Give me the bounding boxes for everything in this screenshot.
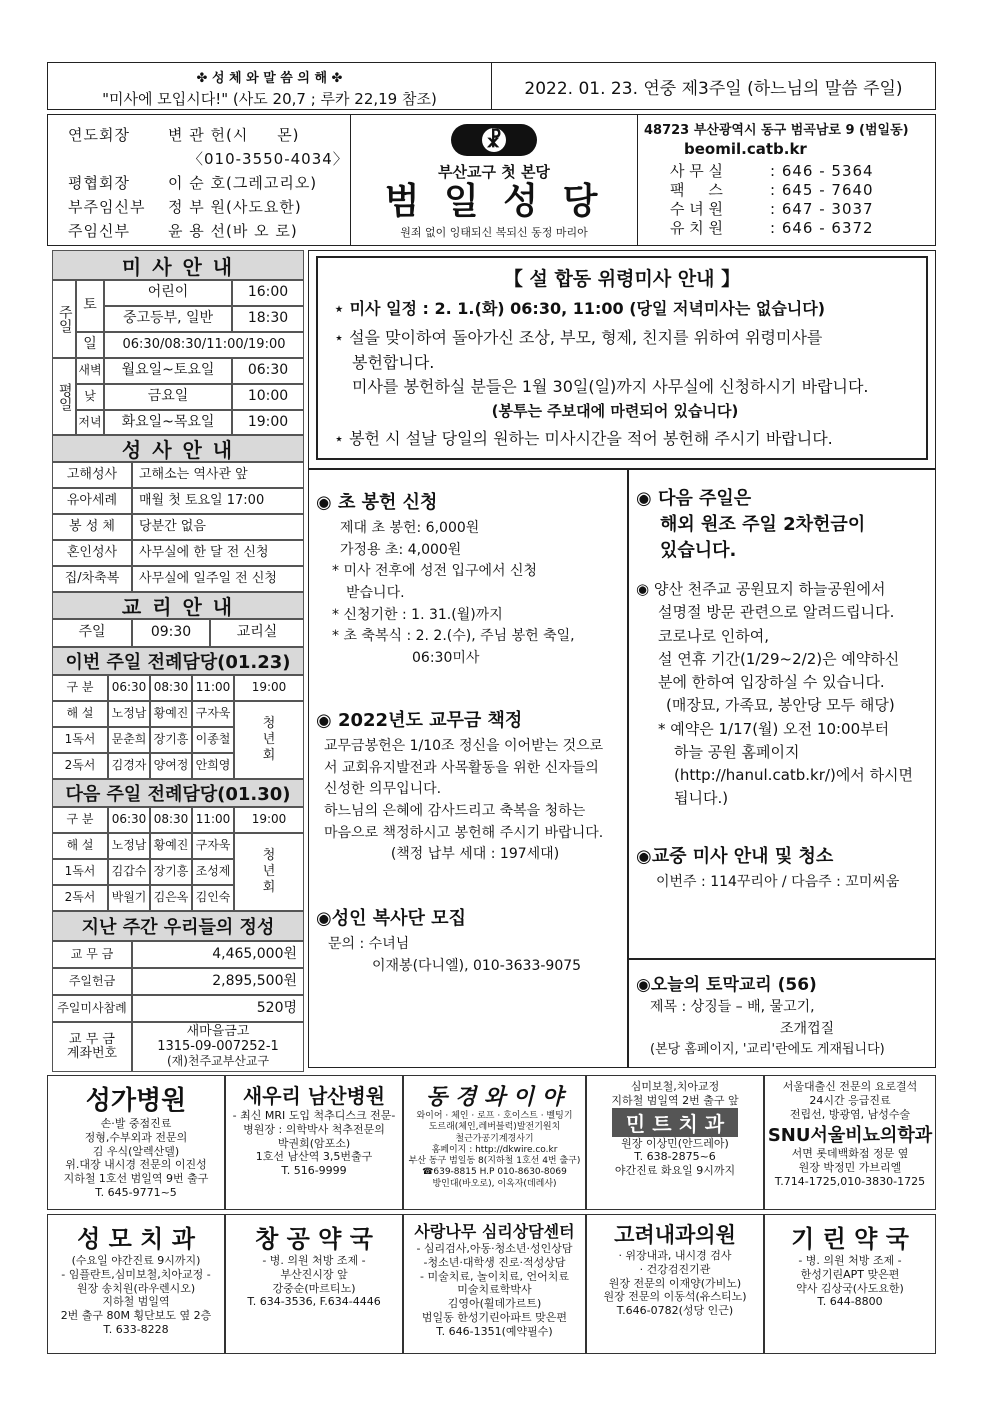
next-sunday-line-0: ◉ 다음 주일은 [636, 488, 752, 509]
liturgy-cell: 2독서 [52, 885, 108, 911]
liturgy-cell: 이종철 [192, 727, 234, 753]
mass-day-time: 10:00 [232, 384, 304, 410]
staff-role: 부주임신부 [68, 198, 146, 216]
ad-line: 정형,수부외과 전문의 [84, 1130, 188, 1144]
liturgy-this-title: 이번 주일 전례담당(01.23) [52, 647, 304, 675]
ad-line: 2번 출구 80M 횡단보도 옆 2층 [60, 1309, 212, 1322]
date-box [491, 62, 936, 110]
ad-line: 손·발 중점진료 [100, 1117, 172, 1130]
ad-line: 지하철 범일역 2번 출구 앞 [611, 1093, 739, 1107]
cemetery-line-7: 하늘 공원 홈페이지 [674, 742, 800, 761]
ad-line: 도르래(체인,레버블럭)발전기원치 [428, 1122, 561, 1133]
ad-line: 김 우식(알렉산델) [92, 1144, 180, 1158]
staff-name: 〈010-3550-4034〉 [188, 150, 349, 168]
mass-evening-label: 저녁 [76, 410, 104, 435]
ad-line: 와이어 · 체인 · 로프 · 호이스트 · 벨팅기 [416, 1111, 573, 1121]
cemetery-section [636, 578, 934, 811]
cemetery-line-8[interactable]: (http://hanul.catb.kr/)에서 하시면 [674, 766, 914, 784]
liturgy-cell: 1독서 [52, 859, 108, 885]
sacrament-label: 봉 성 체 [52, 514, 132, 540]
candle-line-6: 06:30미사 [412, 650, 480, 667]
sacrament-label: 혼인성사 [52, 540, 132, 566]
ad-box [586, 1075, 764, 1210]
ad-line: T. 516-9999 [281, 1164, 347, 1177]
sacrament-row [52, 514, 304, 540]
ad-name: SNU서울비뇨의학과 [767, 1125, 933, 1147]
offering-title: 지난 주간 우리들의 정성 [52, 911, 304, 941]
account-info [132, 1022, 304, 1072]
ad-line: 방인대(바오로), 이옥자(데레사) [432, 1178, 557, 1189]
ad-line: 위.대장 내시경 전문의 이진성 [65, 1158, 207, 1172]
bible-title: ◉오늘의 토막교리 (56) [636, 975, 817, 995]
ad-name: 고려내과의원 [614, 1223, 736, 1247]
ad-line: - 병. 의원 처방 조제 - [262, 1254, 366, 1267]
bible-line-0: 제목 : 상징들 – 배, 물고기, [650, 999, 815, 1015]
liturgy-cell: 1독서 [52, 727, 108, 753]
mass-saturday: 토 [76, 280, 104, 332]
church-motto: 원죄 없이 잉태되신 복되신 동정 마리아 [400, 225, 588, 239]
adult-server-title: ◉성인 복사단 모집 [316, 908, 466, 929]
ad-line: T. 633-8228 [103, 1322, 169, 1336]
candle-line-2: * 미사 전후에 성전 입구에서 신청 [332, 563, 538, 580]
liturgy-head: 11:00 [192, 807, 234, 833]
ad-name: 성 모 치 과 [77, 1225, 195, 1253]
liturgy-head: 19:00 [234, 807, 304, 833]
liturgy-cell: 구자욱 [192, 833, 234, 859]
sacrament-title: 성 사 안 내 [52, 435, 304, 462]
staff-role: 연도회장 [68, 126, 130, 144]
ad-line: 원장 송치원(라우렌시오) [76, 1281, 196, 1295]
left-column [52, 250, 304, 1072]
cemetery-line-0: ◉ 양산 천주교 공원묘지 하늘공원에서 [636, 580, 886, 598]
offering-row [52, 941, 304, 968]
sacrament-text: 매월 첫 토요일 17:00 [132, 488, 304, 514]
liturgy-next-title: 다음 주일 전례담당(01.30) [52, 779, 304, 807]
notice-item-1b: 봉헌합니다. [352, 352, 435, 372]
ad-line: T. 638-2875~6 [634, 1150, 716, 1164]
offering-label: 교 무 금 [52, 941, 132, 968]
liturgy-cell: 문춘희 [108, 727, 150, 753]
dues-line-5: (책정 납부 세대 : 197세대) [390, 846, 560, 863]
sacrament-row [52, 566, 304, 592]
mass-sunday-times: 06:30/08:30/11:00/19:00 [104, 332, 304, 358]
cemetery-line-9: 됩니다.) [674, 789, 729, 808]
candle-line-4: * 신청기한 : 1. 31.(월)까지 [332, 606, 503, 623]
staff-row [68, 123, 368, 147]
mass-dawn-days: 월요일~토요일 [104, 358, 232, 384]
ad-line: 전립선, 방광염, 남성수술 [789, 1107, 911, 1121]
adult-server-line-0: 문의 : 수녀님 [328, 936, 410, 952]
address: 48723 부산광역시 동구 범곡남로 9 (범일동) [644, 123, 909, 138]
ad-line: 약사 김상국(사도요한) [796, 1281, 904, 1295]
offering-table [52, 941, 304, 1022]
mass-evening-time: 19:00 [232, 410, 304, 435]
chi-rho-logo-icon [449, 121, 539, 159]
ad-box [403, 1075, 586, 1210]
account-holder: (재)천주교부산교구 [166, 1054, 270, 1069]
staff-name: 윤 용 선(바 오 로) [168, 222, 298, 240]
sacrament-label: 집/차축복 [52, 566, 132, 592]
ad-line: · 위장내과, 내시경 검사 [618, 1249, 732, 1262]
catechism-time: 09:30 [132, 619, 210, 647]
liturgy-head: 06:30 [108, 675, 150, 701]
liturgy-merged: 청 년 회 [234, 833, 304, 911]
mass-row-youth: 중고등부, 일반 [104, 306, 232, 332]
ad-line: 범일동 한성기린아파트 맞은편 [421, 1310, 568, 1324]
mass-table [52, 280, 304, 435]
phone-number: : 646 - 5364 [770, 162, 874, 180]
contact-area [644, 119, 934, 238]
ad-name: 동 경 와 이 야 [426, 1085, 563, 1110]
ad-line: 홈페이지 : http://dkwire.co.kr [431, 1144, 558, 1155]
candle-line-5: * 초 축복식 : 2. 2.(수), 주님 봉헌 축일, [332, 628, 575, 645]
district-section [636, 842, 932, 894]
staff-role [68, 147, 168, 171]
ad-line: - 미술치료, 놀이치료, 언어치료 [420, 1269, 569, 1283]
sacrament-table [52, 462, 304, 592]
mass-dawn-label: 새벽 [76, 358, 104, 384]
ad-line: ☎639-8815 H.P 010-8630-8069 [422, 1167, 567, 1178]
offering-value: 2,895,500원 [132, 968, 304, 995]
catechism-title: 교 리 안 내 [52, 592, 304, 619]
liturgy-cell: 해 설 [52, 833, 108, 859]
motto-box [47, 62, 492, 110]
motto-text: "미사에 모입시다!" (사도 20,7 ; 루카 22,19 참조) [102, 90, 437, 108]
next-sunday-line-2: 있습니다. [660, 540, 737, 562]
ad-box [225, 1075, 403, 1210]
offering-label: 주일헌금 [52, 968, 132, 995]
ad-line: T.646-0782(성당 인근) [616, 1304, 734, 1317]
staff-name: 이 순 호(그레고리오) [168, 174, 318, 192]
ad-line: T. 634-3536, F.634-4446 [247, 1295, 381, 1309]
liturgy-head: 11:00 [192, 675, 234, 701]
mass-day-label: 낮 [76, 384, 104, 410]
district-title: ◉교중 미사 안내 및 청소 [636, 846, 834, 867]
horizontal-divider-right [627, 958, 936, 960]
sacrament-row [52, 462, 304, 488]
mass-row-youth-time: 18:30 [232, 306, 304, 332]
ad-box [586, 1214, 764, 1354]
phone-label: 사 무 실 [670, 162, 724, 180]
ad-line: 강중순(마르티노) [272, 1281, 356, 1295]
horizontal-divider-top [308, 468, 936, 470]
bible-line-2: (본당 홈페이지, '교리'란에도 게재됩니다) [650, 1042, 885, 1058]
notice-main-title: 【 설 합동 위령미사 안내 】 [503, 268, 741, 290]
sacrament-row [52, 540, 304, 566]
sacrament-label: 고해성사 [52, 462, 132, 488]
ad-line: 24시간 응급진료 [809, 1093, 891, 1107]
ad-line: 원장 전문의 이동석(유스티노) [603, 1290, 747, 1304]
ad-box [47, 1075, 225, 1210]
phone-row [644, 162, 934, 181]
ad-line: 한성기린APT 맞은편 [800, 1267, 900, 1281]
staff-row [68, 195, 368, 219]
mass-group-weekday: 평일 [52, 358, 76, 435]
liturgy-cell: 안희영 [192, 753, 234, 779]
candle-title: ◉ 초 봉헌 신청 [316, 492, 438, 513]
ad-line: - 임플란트,심미보철,치아교정 - [61, 1267, 211, 1281]
ad-line: - 최신 MRI 도입 척추디스크 전문- [232, 1109, 396, 1122]
ad-line: T.714-1725,010-3830-1725 [774, 1174, 926, 1188]
liturgy-cell: 노정남 [108, 701, 150, 727]
bible-line-1: 조개껍질 [780, 1020, 835, 1037]
cemetery-line-2: 코로나로 인하여, [658, 626, 769, 645]
ad-box [403, 1214, 586, 1354]
ad-line: 야간진료 화요일 9시까지 [614, 1164, 736, 1177]
ad-name: 성가병원 [85, 1086, 187, 1116]
liturgy-head: 08:30 [150, 675, 192, 701]
next-sunday-line-1: 해외 원조 주일 2차헌금이 [660, 514, 866, 536]
sacrament-text: 고해소는 역사관 앞 [132, 462, 304, 488]
ad-line: (수요일 야간진료 9시까지) [71, 1254, 201, 1267]
bible-section [636, 970, 934, 1061]
liturgy-merged: 청 년 회 [234, 701, 304, 779]
ad-line: - 심리검사,아동·청소년·성인상담 [416, 1242, 573, 1255]
sacrament-text: 당분간 없음 [132, 514, 304, 540]
mass-evening-days: 화요일~목요일 [104, 410, 232, 435]
liturgy-cell: 박월기 [108, 885, 150, 911]
liturgy-head: 06:30 [108, 807, 150, 833]
ad-box [764, 1214, 936, 1354]
liturgy-head: 08:30 [150, 807, 192, 833]
staff-name: 변 관 헌(시 몬) [168, 126, 300, 144]
ad-line: 지하철 1호선 범일역 9번 출구 [63, 1172, 209, 1185]
liturgy-head: 19:00 [234, 675, 304, 701]
phone-number: : 645 - 7640 [770, 181, 874, 199]
liturgy-cell: 양여정 [150, 753, 192, 779]
liturgy-cell: 2독서 [52, 753, 108, 779]
staff-role: 평협회장 [68, 174, 130, 192]
liturgy-cell: 장기흥 [150, 859, 192, 885]
liturgy-cell: 조성제 [192, 859, 234, 885]
notice-item-1d: (봉투는 주보대에 마련되어 있습니다) [491, 402, 739, 421]
offering-row [52, 968, 304, 995]
diocese-label: 부산교구 첫 본당 [438, 163, 550, 181]
dues-title: ◉ 2022년도 교무금 책정 [316, 710, 523, 731]
ad-name: 창 공 약 국 [255, 1225, 373, 1253]
candle-line-1: 가정용 초: 4,000원 [340, 541, 462, 558]
mass-dawn-time: 06:30 [232, 358, 304, 384]
liturgy-cell: 황예진 [150, 833, 192, 859]
ad-line: 원장 이상민(안드레아) [621, 1136, 729, 1150]
dues-line-1: 서 교회유지발전과 사목활동을 위한 신자들의 [324, 759, 599, 776]
ad-line: 미술치료학박사 [457, 1283, 532, 1297]
ad-line: 김영아(휠데가르트) [447, 1297, 542, 1310]
ad-name: 민 트 치 과 [612, 1108, 738, 1137]
sacrament-text: 사무실에 일주일 전 신청 [132, 566, 304, 592]
liturgy-cell: 장기흥 [150, 727, 192, 753]
mass-sunday: 일 [76, 332, 104, 358]
sacrament-row [52, 488, 304, 514]
ad-line: T. 645-9771~5 [95, 1185, 177, 1199]
liturgy-cell: 김경자 [108, 753, 150, 779]
liturgy-cell: 황예진 [150, 701, 192, 727]
ad-line: 부산진시장 앞 [280, 1267, 348, 1281]
ad-box [764, 1075, 936, 1210]
info-box [47, 114, 936, 246]
mass-title: 미 사 안 내 [52, 250, 304, 280]
mass-group-sunday: 주일 [52, 280, 76, 358]
church-name: 범 일 성 당 [384, 181, 604, 222]
phone-number: : 647 - 3037 [770, 200, 874, 218]
mass-day-days: 금요일 [104, 384, 232, 410]
dues-line-4: 마음으로 책정하시고 봉헌해 주시기 바랍니다. [324, 824, 604, 841]
notice-item-schedule: ⋆ 미사 일정 : 2. 1.(화) 06:30, 11:00 (당일 저녁미사는 없습니다) [334, 299, 826, 318]
offering-value: 520명 [132, 995, 304, 1022]
liturgy-next-table [52, 807, 304, 911]
dues-section [316, 706, 626, 866]
offering-label: 주일미사참례 [52, 995, 132, 1022]
ad-line: -청소년·대학생 진로·적성상담 [423, 1255, 566, 1269]
ad-line: 병원장 : 의학박사 척추전문의 [243, 1122, 385, 1136]
ad-line: 박권희(암포소) [277, 1136, 351, 1150]
ad-line: · 건강검진기관 [639, 1262, 711, 1276]
phone-row [644, 181, 934, 200]
account-row [52, 1022, 304, 1072]
staff-role: 주임신부 [68, 222, 130, 240]
notice-main [316, 256, 928, 460]
candle-section [316, 488, 621, 670]
ad-line: 서면 롯데백화점 정문 옆 [791, 1147, 909, 1161]
liturgy-cell: 김은옥 [150, 885, 192, 911]
ad-line: 철근가공기계경사기 [455, 1133, 534, 1144]
phone-row [644, 200, 934, 219]
liturgy-this-table [52, 675, 304, 779]
phone-label: 수 녀 원 [670, 200, 724, 218]
sacrament-text: 사무실에 한 달 전 신청 [132, 540, 304, 566]
liturgy-head: 구 분 [52, 807, 108, 833]
phone-number: : 646 - 6372 [770, 219, 874, 237]
cemetery-line-6: * 예약은 1/17(월) 오전 10:00부터 [658, 719, 890, 738]
logo-area [350, 115, 638, 245]
adult-server-line-1: 이재봉(다니엘), 010-3633-9075 [372, 957, 582, 974]
offering-value: 4,465,000원 [132, 941, 304, 968]
cemetery-line-1: 설명절 방문 관련으로 알려드립니다. [658, 603, 895, 622]
dues-line-3: 하느님의 은혜에 감사드리고 축복을 청하는 [324, 803, 586, 820]
liturgy-cell: 노정남 [108, 833, 150, 859]
ad-line: T. 644-8800 [817, 1295, 883, 1309]
staff-name: 정 부 원(사도요한) [168, 198, 302, 216]
offering-row [52, 995, 304, 1022]
cemetery-line-4: 분에 한하여 입장하실 수 있습니다. [658, 673, 885, 691]
date-line: 2022. 01. 23. 연중 제3주일 (하느님의 말씀 주일) [524, 78, 903, 99]
phone-label: 팩 스 [670, 181, 723, 199]
liturgy-cell: 김갑수 [108, 859, 150, 885]
liturgy-head: 구 분 [52, 675, 108, 701]
ad-name: 사랑나무 심리상담센터 [414, 1222, 575, 1241]
ad-line: 부산 동구 범일동 8(지하철 1호선 4번 출구) [408, 1156, 581, 1166]
sacrament-label: 유아세례 [52, 488, 132, 514]
ad-line: 심미보철,치아교정 [630, 1080, 720, 1093]
ad-line: T. 646-1351(예약필수) [436, 1324, 553, 1338]
candle-line-3: 받습니다. [346, 585, 405, 602]
mass-row-children-time: 16:00 [232, 280, 304, 306]
phone-row [644, 219, 934, 238]
phone-label: 유 치 원 [670, 219, 724, 237]
staff-row [68, 147, 368, 171]
ad-name: 기 린 약 국 [791, 1225, 909, 1253]
catechism-place: 교리실 [210, 619, 304, 647]
notice-item-1: ⋆ 설을 맞이하여 돌아가신 조상, 부모, 형제, 친지를 위하여 위령미사를 [334, 327, 823, 347]
ad-line: 원장 박정민 가브리엘 [798, 1161, 902, 1174]
catechism-row [52, 619, 304, 647]
ad-name: 새우리 남산병원 [242, 1084, 386, 1108]
ad-line: 지하철 범일역 [102, 1295, 170, 1309]
account-label: 교 무 금 계좌번호 [52, 1022, 132, 1072]
staff-row [68, 171, 368, 195]
ad-box [225, 1214, 403, 1354]
candle-line-0: 제대 초 봉헌: 6,000원 [340, 520, 480, 536]
ad-line: 1호선 남산역 3,5번출구 [255, 1150, 373, 1164]
next-sunday-section [636, 486, 932, 564]
account-bank: 새마을금고 [186, 1024, 250, 1040]
ad-line: - 병. 의원 처방 조제 - [798, 1254, 902, 1267]
liturgy-cell: 구자욱 [192, 701, 234, 727]
dues-line-2: 신성한 의무입니다. [324, 781, 442, 798]
dues-line-0: 교무금봉헌은 1/10조 정신을 이어받는 것으로 [324, 738, 604, 754]
staff-row [68, 219, 368, 243]
cemetery-line-3: 설 연휴 기간(1/29~2/2)은 예약하신 [658, 649, 900, 668]
ad-box [47, 1214, 225, 1354]
ad-line: 원장 전문의 이재양(가비노) [608, 1276, 742, 1290]
account-number: 1315-09-007252-1 [157, 1039, 279, 1055]
notice-item-2: ⋆ 봉헌 시 설날 당일의 원하는 미사시간을 적어 봉헌해 주시기 바랍니다. [334, 429, 833, 449]
motto-title: ✤ 성 체 와 말 씀 의 해 ✤ [196, 71, 343, 86]
catechism-day: 주일 [52, 619, 132, 647]
ad-line: 서울대출신 전문의 요로결석 [782, 1080, 918, 1093]
svg-text:☧: ☧ [486, 128, 502, 152]
liturgy-cell: 김인숙 [192, 885, 234, 911]
website-link[interactable]: beomil.catb.kr [684, 140, 807, 158]
liturgy-cell: 해 설 [52, 701, 108, 727]
mass-row-children: 어린이 [104, 280, 232, 306]
district-text: 이번주 : 114꾸리아 / 다음주 : 꼬미씨움 [656, 874, 900, 890]
cemetery-line-5: (매장묘, 가족묘, 봉안당 모두 해당) [666, 696, 895, 715]
column-divider [627, 468, 629, 1068]
adult-server-section [316, 904, 626, 977]
notice-item-1c: 미사를 봉헌하실 분들은 1월 30일(일)까지 사무실에 신청하시기 바랍니다. [352, 377, 869, 397]
staff-list [68, 123, 368, 243]
